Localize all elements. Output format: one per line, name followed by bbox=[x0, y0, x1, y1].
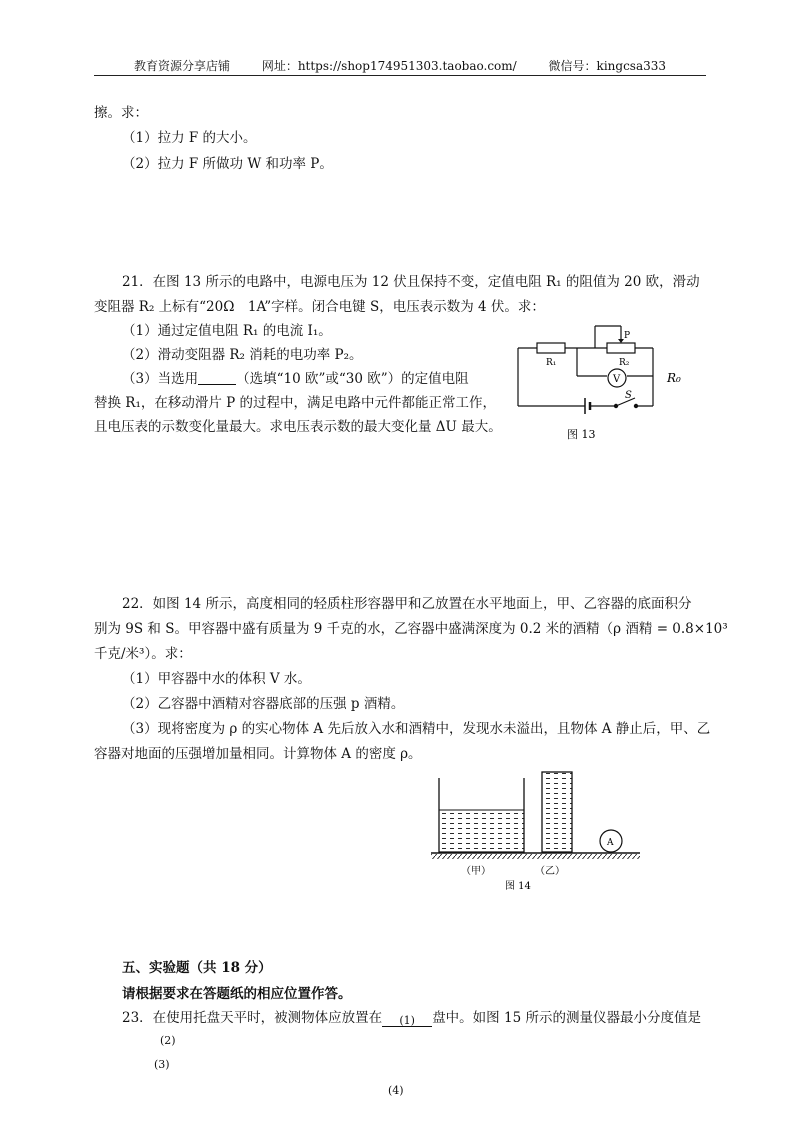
q20-tail: 擦。求： bbox=[94, 105, 148, 121]
header-wechat: 微信号：kingcsa333 bbox=[548, 59, 667, 73]
label-p: P bbox=[624, 331, 631, 341]
label-r0: R₀ bbox=[667, 371, 681, 385]
label-jia: （甲） bbox=[461, 866, 491, 877]
label-s: S bbox=[625, 390, 632, 401]
label-v: V bbox=[613, 374, 621, 385]
q21-part3-prefix: （3）当选用 bbox=[122, 371, 199, 387]
q23-blank-3[interactable]: (3) bbox=[154, 1058, 170, 1071]
q21-part3-line3: 且电压表的示数变化量最大。求电压表示数的最大变化量 ΔU 最大。 bbox=[94, 419, 502, 435]
resistor-r2 bbox=[607, 343, 635, 353]
q21-part3-line2: 替换 R₁，在移动滑片 P 的过程中，满足电路中元件都能正常工作， bbox=[94, 395, 497, 411]
header-url[interactable]: 网址：https://shop174951303.taobao.com/ bbox=[261, 59, 517, 73]
q21-intro-line2: 变阻器 R₂ 上标有“20Ω 1A”字样。闭合电键 S，电压表示数为 4 伏。求： bbox=[94, 299, 545, 315]
q22-part1: （1）甲容器中水的体积 V 水。 bbox=[122, 671, 311, 687]
label-yi: （乙） bbox=[535, 866, 565, 877]
page-header bbox=[0, 57, 800, 74]
figure-14-containers bbox=[425, 766, 655, 896]
figure-14-caption: 图 14 bbox=[505, 881, 531, 892]
ground-hatch bbox=[431, 854, 640, 859]
q22-part3-line1: （3）现将密度为 ρ 的实心物体 A 先后放入水和酒精中，发现水未溢出，且物体 A 静止后，甲、乙 bbox=[122, 721, 711, 737]
q22-intro-line2: 别为 9S 和 S。甲容器中盛有质量为 9 千克的水，乙容器中盛满深度为 0.2 米的酒精（ρ 酒精 = 0.8×10³ bbox=[94, 621, 728, 637]
q20-part2: （2）拉力 F 所做功 W 和功率 P。 bbox=[122, 156, 333, 172]
q22-part3-line2: 容器对地面的压强增加量相同。计算物体 A 的密度 ρ。 bbox=[94, 746, 422, 762]
section5-title: 五、实验题（共 18 分） bbox=[122, 960, 272, 976]
header-shop: 教育资源分享店铺 bbox=[133, 59, 230, 73]
q21-answer-blank[interactable] bbox=[198, 370, 236, 385]
header-divider bbox=[94, 75, 706, 76]
q21-part1: （1）通过定值电阻 R₁ 的电流 I₁。 bbox=[122, 323, 332, 339]
q23-blank-2[interactable]: (2) bbox=[160, 1034, 176, 1047]
figure-13-circuit bbox=[505, 318, 705, 448]
label-a: A bbox=[607, 838, 614, 848]
q22-intro-line3: 千克/米³）。求： bbox=[94, 646, 192, 662]
water-fill bbox=[439, 810, 524, 852]
page-number: (4) bbox=[388, 1084, 404, 1097]
container-yi bbox=[542, 772, 572, 852]
resistor-r1 bbox=[537, 343, 565, 353]
q21-part2: （2）滑动变阻器 R₂ 消耗的电功率 P₂。 bbox=[122, 347, 363, 363]
figure-13-caption: 图 13 bbox=[567, 428, 596, 441]
section5-instruction: 请根据要求在答题纸的相应位置作答。 bbox=[122, 986, 352, 1002]
q22-intro-line1: 22．如图 14 所示，高度相同的轻质柱形容器甲和乙放置在水平地面上，甲、乙容器的底面积分 bbox=[122, 596, 692, 612]
q23-line1 bbox=[122, 1008, 701, 1028]
q23-text-a: 23．在使用托盘天平时，被测物体应放置在 bbox=[122, 1010, 383, 1026]
q21-part3-suffix: （选填“10 欧”或“30 欧”）的定值电阻 bbox=[236, 371, 469, 387]
q21-intro-line1: 21．在图 13 所示的电路中，电源电压为 12 伏且保持不变，定值电阻 R₁ 的阻值为 20 欧，滑动 bbox=[122, 274, 700, 290]
q20-part1: （1）拉力 F 的大小。 bbox=[122, 130, 257, 146]
q23-text-b: 盘中。如图 15 所示的测量仪器最小分度值是 bbox=[432, 1010, 701, 1026]
label-r1: R₁ bbox=[546, 358, 557, 368]
q21-part3-line1 bbox=[122, 369, 469, 389]
q22-part2: （2）乙容器中酒精对容器底部的压强 p 酒精。 bbox=[122, 696, 405, 712]
q23-blank-1[interactable]: (1) bbox=[382, 1011, 432, 1027]
label-r2: R₂ bbox=[619, 358, 630, 368]
